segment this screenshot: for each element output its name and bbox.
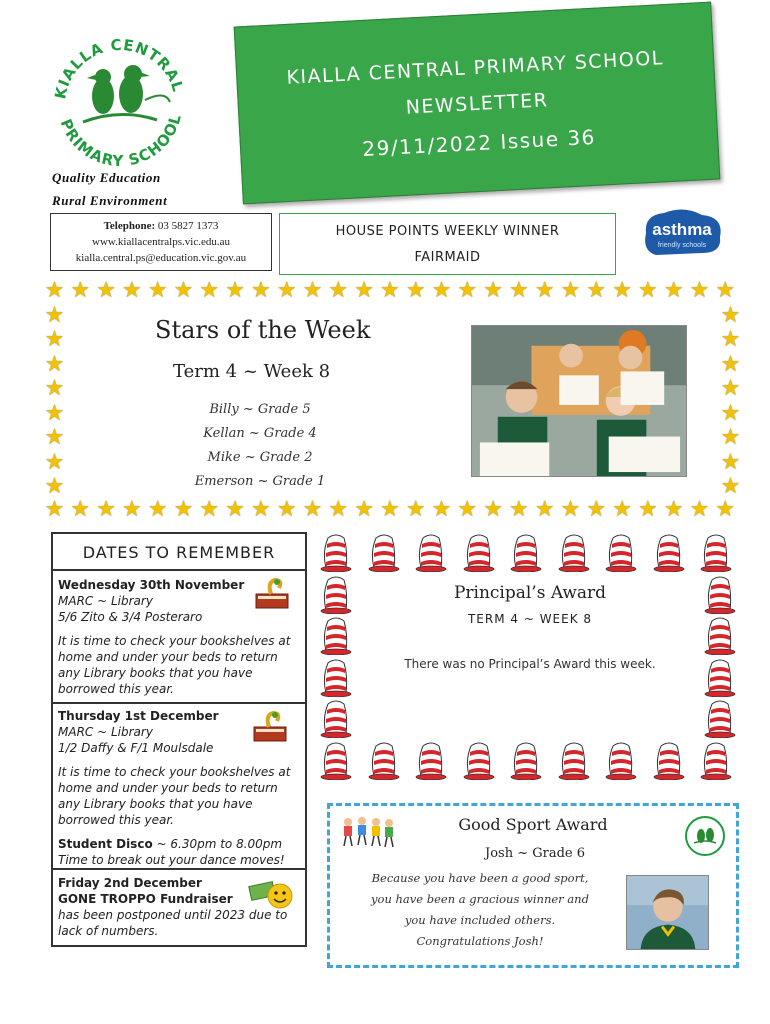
principal-award-title: Principal’s Award bbox=[453, 583, 607, 603]
star-icon: ★ bbox=[44, 449, 65, 475]
cat-hat-icon bbox=[413, 740, 449, 780]
school-mini-logo bbox=[684, 815, 726, 857]
cat-hat-icon bbox=[508, 532, 544, 572]
star-icon: ★ bbox=[147, 278, 168, 303]
cat-hat-icon bbox=[702, 615, 738, 655]
cat-hat-icon bbox=[651, 740, 687, 780]
cat-hat-icon bbox=[702, 657, 738, 697]
cat-hat-icon bbox=[366, 740, 402, 780]
cat-hat-icon bbox=[603, 740, 639, 780]
cat-hat-icon bbox=[318, 740, 354, 780]
email-link[interactable]: kialla.central.ps@education.vic.gov.au bbox=[75, 252, 247, 264]
star-icon: ★ bbox=[44, 302, 65, 328]
principal-award-text: There was no Principal’s Award this week. bbox=[404, 657, 656, 671]
cat-hat-icon bbox=[318, 657, 354, 697]
star-icon: ★ bbox=[720, 474, 741, 499]
star-icon: ★ bbox=[663, 497, 684, 522]
cat-hat-icon bbox=[508, 740, 544, 780]
star-icon: ★ bbox=[276, 497, 297, 522]
good-sport-title: Good Sport Award bbox=[458, 815, 608, 834]
star-icon: ★ bbox=[44, 327, 65, 352]
cat-hat-icon bbox=[318, 574, 354, 614]
kids-icon bbox=[340, 814, 396, 848]
star-icon: ★ bbox=[483, 497, 503, 522]
disco-note: Time to break out your dance moves! bbox=[58, 853, 285, 867]
star-icon: ★ bbox=[720, 400, 741, 426]
star-icon: ★ bbox=[44, 497, 65, 522]
title-banner bbox=[234, 2, 721, 205]
star-icon: ★ bbox=[276, 278, 297, 303]
star-icon: ★ bbox=[431, 497, 452, 522]
dates-title: DATES TO REMEMBER bbox=[53, 534, 305, 571]
star-icon: ★ bbox=[70, 497, 91, 522]
star-icon: ★ bbox=[199, 497, 220, 522]
star-icon: ★ bbox=[225, 497, 245, 522]
banner-newsletter: NEWSLETTER bbox=[405, 89, 549, 119]
star-icon: ★ bbox=[431, 278, 452, 303]
cat-hat-icon bbox=[366, 532, 402, 572]
star-winner: Emerson ~ Grade 1 bbox=[194, 474, 326, 489]
cat-hat-icon bbox=[318, 698, 354, 738]
star-icon: ★ bbox=[534, 497, 555, 522]
star-icon: ★ bbox=[354, 497, 374, 522]
contact-box bbox=[50, 213, 272, 271]
star-icon: ★ bbox=[586, 278, 607, 303]
cat-hat-icon bbox=[702, 574, 738, 614]
event-note: It is time to check your bookshelves at home and under your beds to return any Library books that you have borrowed this year. bbox=[58, 765, 291, 827]
star-icon: ★ bbox=[96, 278, 116, 303]
star-icon: ★ bbox=[483, 278, 503, 303]
house-points-box bbox=[279, 213, 616, 275]
star-icon: ★ bbox=[44, 400, 65, 426]
star-icon: ★ bbox=[715, 278, 736, 303]
star-icon: ★ bbox=[302, 278, 323, 303]
event-detail: MARC ~ Library bbox=[58, 725, 153, 739]
cat-hat-icon bbox=[702, 698, 738, 738]
event-note: has been postponed until 2023 due to lack of numbers. bbox=[58, 908, 288, 938]
cat-hat-icon bbox=[413, 532, 449, 572]
star-icon: ★ bbox=[251, 497, 271, 522]
cat-hat-icon bbox=[556, 740, 592, 780]
stars-term: Term 4 ~ Week 8 bbox=[173, 361, 331, 382]
star-icon: ★ bbox=[122, 278, 142, 303]
star-icon: ★ bbox=[225, 278, 245, 303]
star-winner: Kellan ~ Grade 4 bbox=[203, 426, 317, 441]
star-icon: ★ bbox=[302, 497, 323, 522]
star-icon: ★ bbox=[720, 376, 741, 401]
cat-hat-icon bbox=[651, 532, 687, 572]
event-detail: 5/6 Zito & 3/4 Posteraro bbox=[58, 610, 203, 624]
website-link[interactable]: www.kiallacentralps.vic.edu.au bbox=[92, 236, 230, 248]
star-icon: ★ bbox=[560, 497, 581, 522]
star-icon: ★ bbox=[251, 278, 271, 303]
star-icon: ★ bbox=[560, 278, 581, 303]
star-icon: ★ bbox=[147, 497, 168, 522]
motto-quality: Quality Education bbox=[52, 170, 161, 185]
banner-issue: 29/11/2022 Issue 36 bbox=[361, 124, 597, 162]
star-icon: ★ bbox=[720, 302, 741, 328]
event-note: It is time to check your bookshelves at home and under your beds to return any Library books that you have borrowed this year. bbox=[58, 634, 291, 696]
star-icon: ★ bbox=[638, 497, 658, 522]
star-icon: ★ bbox=[122, 497, 142, 522]
cat-hat-border bbox=[318, 532, 738, 780]
book-icon bbox=[251, 709, 291, 747]
cat-hat-icon bbox=[556, 532, 592, 572]
house-points-winner: FAIRMAID bbox=[414, 250, 481, 265]
good-sport-photo bbox=[626, 875, 709, 950]
motto-rural: Rural Environment bbox=[52, 193, 168, 208]
star-icon: ★ bbox=[44, 351, 65, 377]
cat-hat-icon bbox=[461, 740, 497, 780]
star-icon: ★ bbox=[663, 278, 684, 303]
star-icon: ★ bbox=[96, 497, 116, 522]
star-icon: ★ bbox=[199, 278, 220, 303]
star-icon: ★ bbox=[720, 425, 741, 450]
star-icon: ★ bbox=[586, 497, 607, 522]
event-detail: 1/2 Daffy & F/1 Moulsdale bbox=[58, 741, 214, 755]
star-icon: ★ bbox=[612, 278, 632, 303]
star-icon: ★ bbox=[405, 278, 426, 303]
star-icon: ★ bbox=[70, 278, 91, 303]
event-divider bbox=[53, 868, 305, 870]
banner-school-name: KIALLA CENTRAL PRIMARY SCHOOL bbox=[285, 47, 665, 89]
star-winner: Billy ~ Grade 5 bbox=[209, 402, 311, 417]
good-sport-text: Because you have been a good sport, you have been a gracious winner and you have included others. Congratulations Josh! bbox=[371, 871, 589, 948]
star-icon: ★ bbox=[715, 497, 736, 522]
cat-hat-icon bbox=[603, 532, 639, 572]
cat-hat-icon bbox=[698, 740, 734, 780]
phone-line: Telephone: 03 5827 1373 bbox=[103, 220, 219, 232]
star-icon: ★ bbox=[354, 278, 374, 303]
star-icon: ★ bbox=[509, 497, 529, 522]
star-icon: ★ bbox=[638, 278, 658, 303]
star-icon: ★ bbox=[405, 497, 426, 522]
star-icon: ★ bbox=[44, 474, 65, 499]
star-icon: ★ bbox=[380, 497, 400, 522]
cat-hat-icon bbox=[461, 532, 497, 572]
star-icon: ★ bbox=[457, 497, 478, 522]
event-detail: GONE TROPPO Fundraiser bbox=[58, 892, 233, 906]
event-detail: MARC ~ Library bbox=[58, 594, 153, 608]
dates-to-remember bbox=[51, 532, 307, 947]
svg-text:KIALLA CENTRAL: KIALLA CENTRAL bbox=[51, 35, 188, 101]
star-icon: ★ bbox=[720, 449, 741, 475]
stars-photo bbox=[471, 325, 687, 477]
star-icon: ★ bbox=[509, 278, 529, 303]
disco-line: Student Disco ~ 6.30pm to 8.00pm bbox=[58, 837, 283, 851]
book-icon bbox=[253, 576, 293, 614]
star-icon: ★ bbox=[689, 497, 710, 522]
star-icon: ★ bbox=[689, 278, 710, 303]
star-winner: Mike ~ Grade 2 bbox=[207, 450, 313, 465]
stars-title: Stars of the Week bbox=[155, 316, 371, 344]
event-date: Wednesday 30th November bbox=[58, 578, 245, 592]
good-sport-winner: Josh ~ Grade 6 bbox=[484, 846, 586, 861]
svg-text:asthma: asthma bbox=[652, 220, 712, 239]
svg-text:PRIMARY SCHOOL: PRIMARY SCHOOL bbox=[56, 111, 186, 170]
school-logo bbox=[45, 30, 195, 170]
cat-hat-icon bbox=[318, 615, 354, 655]
star-icon: ★ bbox=[720, 327, 741, 352]
principal-award-term: TERM 4 ~ WEEK 8 bbox=[467, 612, 593, 626]
event-date: Friday 2nd December bbox=[58, 876, 202, 890]
star-icon: ★ bbox=[612, 497, 632, 522]
star-icon: ★ bbox=[380, 278, 400, 303]
event-date: Thursday 1st December bbox=[58, 709, 219, 723]
star-icon: ★ bbox=[328, 497, 349, 522]
star-icon: ★ bbox=[173, 278, 194, 303]
star-icon: ★ bbox=[720, 351, 741, 377]
star-icon: ★ bbox=[328, 278, 349, 303]
asthma-friendly-logo bbox=[636, 203, 728, 265]
cat-hat-icon bbox=[698, 532, 734, 572]
house-points-heading: HOUSE POINTS WEEKLY WINNER bbox=[335, 224, 560, 239]
money-smiley-icon bbox=[248, 876, 294, 914]
star-icon: ★ bbox=[173, 497, 194, 522]
star-icon: ★ bbox=[44, 376, 65, 401]
stars-winner-list bbox=[190, 398, 330, 494]
svg-text:friendly schools: friendly schools bbox=[657, 242, 707, 249]
star-icon: ★ bbox=[534, 278, 555, 303]
star-icon: ★ bbox=[457, 278, 478, 303]
star-icon: ★ bbox=[44, 425, 65, 450]
cat-hat-icon bbox=[318, 532, 354, 572]
star-icon: ★ bbox=[44, 278, 65, 303]
